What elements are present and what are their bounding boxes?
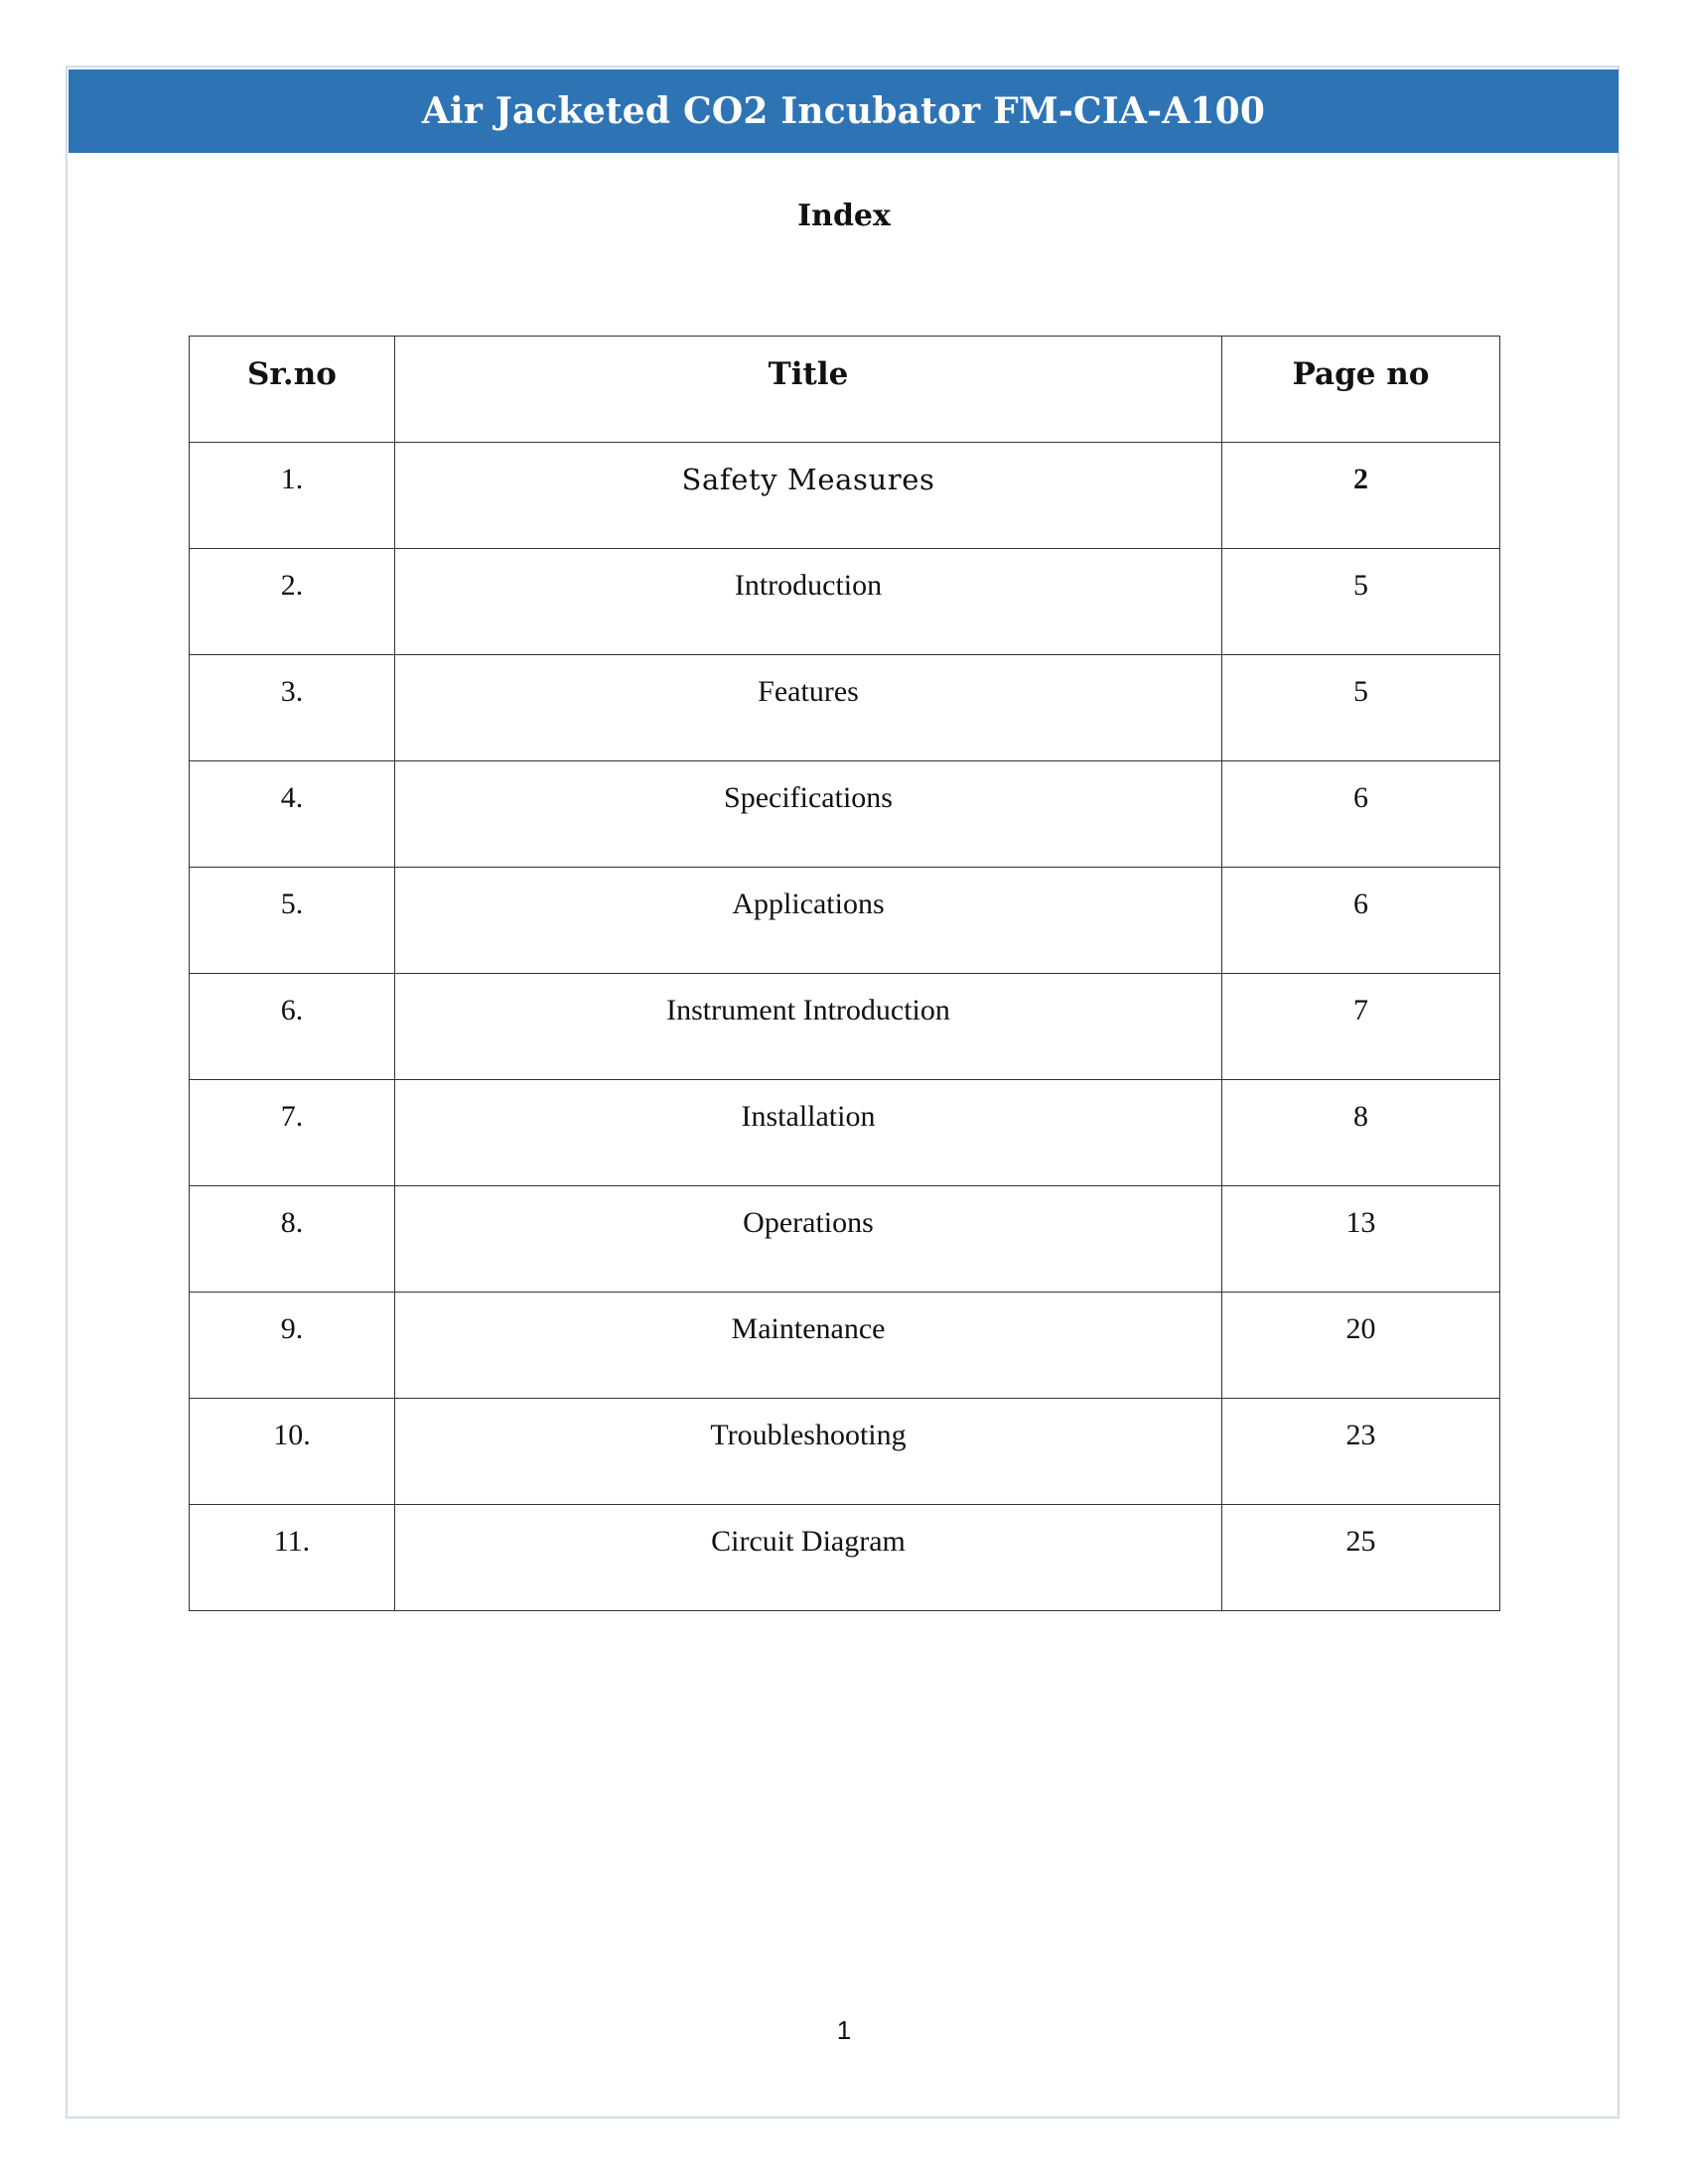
- row-srno: 6.: [190, 974, 395, 1080]
- column-header-srno: Sr.no: [190, 337, 395, 443]
- row-page-no: 23: [1222, 1399, 1500, 1505]
- table-row: [190, 1080, 1500, 1186]
- row-page-no: 6: [1222, 868, 1500, 974]
- row-title: Introduction: [395, 549, 1222, 655]
- table-row: [190, 974, 1500, 1080]
- index-table: [189, 336, 1500, 1611]
- row-page-no: 6: [1222, 761, 1500, 868]
- table-row: [190, 655, 1500, 761]
- row-title: Specifications: [395, 761, 1222, 868]
- table-row: [190, 761, 1500, 868]
- column-header-page-no: Page no: [1222, 337, 1500, 443]
- row-page-no: 7: [1222, 974, 1500, 1080]
- column-header-title: Title: [395, 337, 1222, 443]
- row-page-no: 25: [1222, 1505, 1500, 1611]
- page-number: 1: [836, 2015, 852, 2045]
- row-srno: 3.: [190, 655, 395, 761]
- row-srno: 10.: [190, 1399, 395, 1505]
- row-page-no: 20: [1222, 1293, 1500, 1399]
- row-page-no: 5: [1222, 655, 1500, 761]
- row-page-no: 2: [1222, 443, 1500, 549]
- document-header-bar: [69, 69, 1618, 153]
- row-srno: 8.: [190, 1186, 395, 1293]
- row-title: Applications: [395, 868, 1222, 974]
- table-row: [190, 1505, 1500, 1611]
- table-row: [190, 1293, 1500, 1399]
- row-title: Maintenance: [395, 1293, 1222, 1399]
- row-page-no: 13: [1222, 1186, 1500, 1293]
- row-title: Features: [395, 655, 1222, 761]
- row-page-no: 8: [1222, 1080, 1500, 1186]
- row-srno: 7.: [190, 1080, 395, 1186]
- table-row: [190, 868, 1500, 974]
- table-row: [190, 1186, 1500, 1293]
- row-title: Safety Measures: [395, 443, 1222, 549]
- document-title: Air Jacketed CO2 Incubator FM-CIA-A100: [421, 90, 1266, 132]
- row-title: Circuit Diagram: [395, 1505, 1222, 1611]
- row-srno: 5.: [190, 868, 395, 974]
- row-srno: 11.: [190, 1505, 395, 1611]
- row-title: Installation: [395, 1080, 1222, 1186]
- index-heading: Index: [797, 199, 891, 233]
- table-row: [190, 1399, 1500, 1505]
- table-header-row: [190, 337, 1500, 443]
- row-srno: 1.: [190, 443, 395, 549]
- row-page-no: 5: [1222, 549, 1500, 655]
- table-row: [190, 549, 1500, 655]
- row-title: Operations: [395, 1186, 1222, 1293]
- row-title: Troubleshooting: [395, 1399, 1222, 1505]
- row-srno: 2.: [190, 549, 395, 655]
- table-row: [190, 443, 1500, 549]
- row-title: Instrument Introduction: [395, 974, 1222, 1080]
- row-srno: 4.: [190, 761, 395, 868]
- row-srno: 9.: [190, 1293, 395, 1399]
